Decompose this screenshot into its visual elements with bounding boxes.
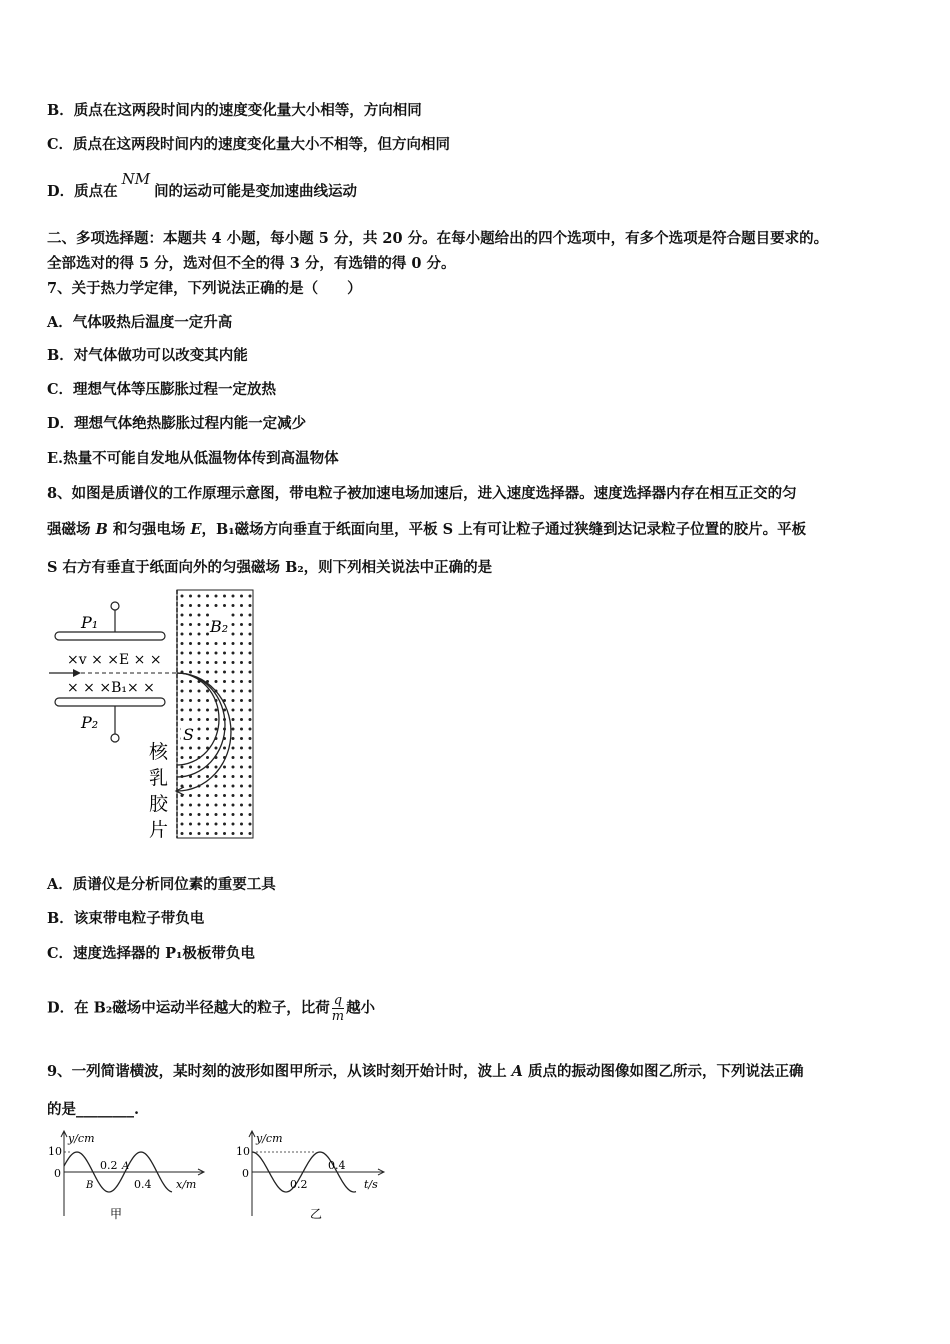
b2-field-dot: [215, 718, 218, 721]
fraction-denominator: m: [331, 1009, 345, 1024]
b2-field-dot: [240, 766, 243, 769]
b2-field-dot: [198, 775, 201, 778]
b2-field-dot: [198, 595, 201, 598]
b2-field-dot: [206, 661, 209, 664]
b2-field-dot: [181, 718, 184, 721]
nm-symbol: NM: [121, 170, 151, 188]
b2-field-dot: [240, 718, 243, 721]
b2-field-dot: [198, 652, 201, 655]
b2-field-dot: [181, 690, 184, 693]
b2-field-dot: [232, 595, 235, 598]
b2-field-dot: [215, 671, 218, 674]
b2-field-dot: [215, 813, 218, 816]
b2-field-dot: [206, 604, 209, 607]
b2-field-dot: [198, 623, 201, 626]
graph-b-tick1: 0.2: [290, 1178, 308, 1191]
b2-field-dot: [223, 785, 226, 788]
q9-line2: 的是________.: [47, 1101, 140, 1118]
b2-field-dot: [181, 642, 184, 645]
b2-field-dot: [189, 813, 192, 816]
b2-field-dot: [215, 794, 218, 797]
b2-field-dot: [240, 633, 243, 636]
b2-field-dot: [232, 785, 235, 788]
b2-field-dot: [206, 832, 209, 835]
b2-field-dot: [189, 633, 192, 636]
field-row-1: ×v × ×E × ×: [67, 652, 162, 668]
b2-field-dot: [198, 823, 201, 826]
q8-option-a: A．质谱仪是分析同位素的重要工具: [47, 876, 276, 893]
q7-stem: 7、关于热力学定律，下列说法正确的是（ ）: [47, 280, 362, 297]
b2-field-dot: [215, 661, 218, 664]
label-p2: P₂: [81, 713, 99, 732]
b2-field-dot: [249, 699, 252, 702]
b2-field-dot: [181, 756, 184, 759]
b2-field-dot: [249, 766, 252, 769]
label-s: S: [183, 725, 194, 744]
b2-field-dot: [189, 614, 192, 617]
b2-field-dot: [232, 794, 235, 797]
b2-field-dot: [249, 690, 252, 693]
film-char-3: 胶: [149, 793, 169, 815]
film-char-2: 乳: [149, 767, 169, 789]
b2-field-dot: [223, 671, 226, 674]
film-char-4: 片: [149, 819, 169, 840]
b2-field-dot: [206, 709, 209, 712]
b2-field-dot: [232, 623, 235, 626]
b2-field-dot: [181, 604, 184, 607]
b2-field-dot: [232, 775, 235, 778]
b2-field-dot: [232, 747, 235, 750]
b2-field-dot: [189, 642, 192, 645]
b2-field-dot: [206, 699, 209, 702]
b2-field-dot: [198, 699, 201, 702]
b2-field-dot: [198, 709, 201, 712]
graph-b-xlabel: t/s: [364, 1178, 378, 1191]
b2-field-dot: [215, 652, 218, 655]
b2-field-dot: [249, 737, 252, 740]
b2-field-dot: [240, 785, 243, 788]
b2-field-dot: [240, 671, 243, 674]
q6-option-d-pre: D．质点在: [47, 183, 118, 200]
b2-field-dot: [206, 623, 209, 626]
graph-a-caption: 甲: [110, 1207, 123, 1221]
b2-field-dot: [206, 785, 209, 788]
graph-a-ytick: 10: [48, 1145, 62, 1158]
b2-field-dot: [232, 614, 235, 617]
b2-field-dot: [215, 804, 218, 807]
b2-field-dot: [249, 794, 252, 797]
b2-field-dot: [240, 690, 243, 693]
b2-field-dot: [198, 633, 201, 636]
b2-field-dot: [198, 813, 201, 816]
b2-field-dot: [223, 775, 226, 778]
b2-field-dot: [206, 614, 209, 617]
b2-field-dot: [215, 832, 218, 835]
graph-b-ytick: 10: [236, 1145, 250, 1158]
b2-field-dot: [215, 785, 218, 788]
b2-field-dot: [215, 709, 218, 712]
field-row-2: × × ×B₁× ×: [67, 680, 155, 696]
b2-field-dot: [198, 766, 201, 769]
b2-field-dot: [232, 652, 235, 655]
graph-b-origin: 0: [242, 1167, 249, 1180]
b2-field-dot: [181, 766, 184, 769]
b2-field-dot: [215, 680, 218, 683]
b2-field-dot: [240, 623, 243, 626]
b2-field-dot: [223, 813, 226, 816]
b2-field-dot: [240, 661, 243, 664]
b2-field-dot: [232, 766, 235, 769]
b2-field-dot: [232, 737, 235, 740]
b2-field-dot: [198, 604, 201, 607]
b2-field-dot: [249, 785, 252, 788]
b2-field-dot: [189, 690, 192, 693]
b2-field-dot: [249, 709, 252, 712]
b2-field-dot: [181, 652, 184, 655]
b2-field-dot: [249, 823, 252, 826]
b2-field-dot: [249, 604, 252, 607]
b2-field-dot: [223, 832, 226, 835]
b2-field-dot: [240, 775, 243, 778]
b2-field-dot: [240, 699, 243, 702]
b2-field-dot: [232, 813, 235, 816]
b2-field-dot: [240, 737, 243, 740]
b2-field-dot: [189, 680, 192, 683]
b2-field-dot: [206, 737, 209, 740]
b2-field-dot: [240, 832, 243, 835]
b2-field-dot: [215, 766, 218, 769]
b2-field-dot: [206, 813, 209, 816]
graph-wave-form: [44, 1128, 214, 1224]
q8-symbol-b: B: [95, 521, 108, 538]
mass-spectrometer-figure: [45, 588, 265, 840]
b2-field-dot: [198, 614, 201, 617]
q8-option-d-post: 越小: [346, 999, 376, 1017]
b2-field-dot: [232, 823, 235, 826]
b2-field-dot: [206, 690, 209, 693]
b2-field-dot: [181, 633, 184, 636]
section2-line1: 二、多项选择题：本题共 4 小题，每小题 5 分，共 20 分。在每小题给出的四个选项中，有多个选项是符合题目要求的。: [47, 230, 829, 247]
q6-option-b: B．质点在这两段时间内的速度变化量大小相等，方向相同: [47, 102, 422, 119]
q8-option-c: C．速度选择器的 P₁极板带负电: [47, 945, 255, 962]
b2-field-dot: [181, 614, 184, 617]
b2-field-dot: [206, 642, 209, 645]
b2-field-dot: [206, 652, 209, 655]
b2-field-dot: [198, 804, 201, 807]
b2-field-dot: [189, 604, 192, 607]
b2-field-dot: [198, 661, 201, 664]
b2-field-dot: [198, 728, 201, 731]
graph-a-point-a: A: [122, 1161, 130, 1172]
b2-field-dot: [232, 633, 235, 636]
b2-field-dot: [249, 595, 252, 598]
q7-option-b: B．对气体做功可以改变其内能: [47, 347, 248, 364]
b2-field-dot: [215, 642, 218, 645]
b2-field-dot: [232, 680, 235, 683]
q8-line2-e: ，B₁磁场方向垂直于纸面向里，平板 S 上有可让粒子通过狭缝到达记录粒子位置的胶片。平板: [201, 521, 807, 538]
graph-a-ylabel: y/cm: [68, 1132, 95, 1145]
b2-field-dot: [215, 747, 218, 750]
b2-field-dot: [189, 766, 192, 769]
q8-line2-a: 强磁场: [47, 521, 96, 538]
fraction-q-over-m: [332, 993, 344, 1024]
b2-field-dot: [223, 661, 226, 664]
b2-field-dot: [181, 823, 184, 826]
b2-field-dot: [223, 595, 226, 598]
b2-field-dot: [240, 614, 243, 617]
b2-field-dot: [232, 661, 235, 664]
graph-a-point-b: B: [86, 1180, 94, 1191]
q7-option-d: D．理想气体绝热膨胀过程内能一定减少: [47, 415, 307, 432]
b2-field-dot: [223, 680, 226, 683]
b2-field-dot: [215, 728, 218, 731]
b2-field-dot: [189, 661, 192, 664]
b2-field-dot: [249, 661, 252, 664]
q7-option-c: C．理想气体等压膨胀过程一定放热: [47, 381, 277, 398]
b2-field-dot: [206, 756, 209, 759]
graph-vibration: [236, 1128, 396, 1224]
b2-field-dot: [232, 728, 235, 731]
b2-field-dot: [240, 709, 243, 712]
b2-field-dot: [181, 699, 184, 702]
q8-option-d-pre: D．在 B₂磁场中运动半径越大的粒子，比荷: [47, 999, 330, 1017]
b2-field-dot: [206, 823, 209, 826]
b2-field-dot: [223, 823, 226, 826]
b2-field-dot: [240, 595, 243, 598]
b2-field-dot: [223, 766, 226, 769]
b2-field-dot: [249, 775, 252, 778]
graph-a-tick1: 0.2: [100, 1159, 118, 1172]
b2-field-dot: [198, 690, 201, 693]
b2-field-dot: [215, 823, 218, 826]
b2-field-dot: [189, 747, 192, 750]
b2-field-dot: [223, 794, 226, 797]
q8-line1: 8、如图是质谱仪的工作原理示意图，带电粒子被加速电场加速后，进入速度选择器。速度选择器内存在相互正交的匀: [47, 485, 797, 502]
b2-field-dot: [189, 709, 192, 712]
graph-b-caption: 乙: [310, 1207, 323, 1221]
q8-line3: S 右方有垂直于纸面向外的匀强磁场 B₂，则下列相关说法中正确的是: [47, 559, 493, 576]
q8-option-d: [47, 993, 375, 1024]
b2-field-dot: [198, 671, 201, 674]
b2-field-dot: [189, 595, 192, 598]
b2-field-dot: [181, 804, 184, 807]
b2-field-dot: [249, 671, 252, 674]
b2-field-dot: [249, 652, 252, 655]
b2-field-dot: [189, 671, 192, 674]
graph-a-tick2: 0.4: [134, 1178, 152, 1191]
b2-field-dot: [240, 813, 243, 816]
graph-b-ylabel: y/cm: [256, 1132, 283, 1145]
b2-field-dot: [232, 642, 235, 645]
b2-field-dot: [232, 718, 235, 721]
b2-field-dot: [249, 680, 252, 683]
q8-line2: [47, 520, 806, 540]
b2-field-dot: [198, 737, 201, 740]
b2-field-dot: [223, 690, 226, 693]
q8-option-b: B．该束带电粒子带负电: [47, 910, 205, 927]
terminal-p2: [111, 734, 119, 742]
b2-field-dot: [232, 671, 235, 674]
b2-field-dot: [206, 728, 209, 731]
b2-field-dot: [206, 671, 209, 674]
b2-field-dot: [206, 595, 209, 598]
b2-field-dot: [181, 747, 184, 750]
b2-field-dot: [198, 794, 201, 797]
b2-field-dot: [232, 604, 235, 607]
label-b2: B₂: [210, 617, 229, 636]
b2-field-dot: [232, 709, 235, 712]
b2-field-dot: [181, 832, 184, 835]
b2-field-dot: [189, 823, 192, 826]
fraction-numerator: q: [333, 993, 343, 1008]
b2-field-dot: [232, 699, 235, 702]
q6-option-d-post: 间的运动可能是变加速曲线运动: [154, 183, 358, 200]
b2-field-dot: [198, 642, 201, 645]
q8-symbol-e: E: [190, 521, 202, 538]
b2-field-dot: [249, 633, 252, 636]
b2-field-dot: [189, 794, 192, 797]
b2-field-dot: [232, 804, 235, 807]
b2-field-dot: [240, 823, 243, 826]
b2-field-dot: [240, 680, 243, 683]
q7-option-e: E.热量不可能自发地从低温物体传到高温物体: [47, 450, 339, 467]
b2-field-dot: [181, 709, 184, 712]
b2-field-dot: [189, 756, 192, 759]
q6-option-c: C．质点在这两段时间内的速度变化量大小不相等，但方向相同: [47, 136, 451, 153]
b2-field-dot: [249, 614, 252, 617]
b2-field-dot: [223, 747, 226, 750]
b2-field-dot: [240, 747, 243, 750]
b2-field-dot: [240, 652, 243, 655]
b2-field-dot: [223, 804, 226, 807]
b2-field-dot: [249, 718, 252, 721]
b2-field-dot: [223, 652, 226, 655]
q8-line2-c: 和匀强电场: [107, 521, 191, 538]
b2-field-dot: [206, 718, 209, 721]
b2-field-dot: [240, 794, 243, 797]
q9-line1-a: 9、一列简谐横波，某时刻的波形如图甲所示，从该时刻开始计时，波上: [47, 1063, 512, 1080]
b2-field-dot: [249, 623, 252, 626]
b2-field-dot: [181, 623, 184, 626]
b2-field-dot: [240, 756, 243, 759]
b2-field-dot: [206, 794, 209, 797]
b2-field-dot: [249, 747, 252, 750]
b2-field-dot: [215, 604, 218, 607]
section2-line2: 全部选对的得 5 分，选对但不全的得 3 分，有选错的得 0 分。: [47, 255, 456, 272]
q6-option-d: [47, 170, 358, 202]
b2-field-dot: [206, 804, 209, 807]
b2-field-dot: [189, 804, 192, 807]
b2-field-dot: [240, 604, 243, 607]
b2-field-dot: [189, 832, 192, 835]
b2-field-dot: [189, 785, 192, 788]
film-char-1: 核: [149, 741, 169, 763]
b2-field-dot: [206, 775, 209, 778]
q7-option-a: A．气体吸热后温度一定升高: [47, 314, 233, 331]
graph-a-xlabel: x/m: [176, 1178, 197, 1191]
b2-field-dot: [249, 832, 252, 835]
b2-field-dot: [181, 595, 184, 598]
b2-field-dot: [240, 642, 243, 645]
plate-p2: [55, 698, 165, 706]
b2-field-dot: [215, 775, 218, 778]
graph-a-origin: 0: [54, 1167, 61, 1180]
b2-field-dot: [232, 756, 235, 759]
b2-field-dot: [189, 699, 192, 702]
b2-field-dot: [223, 604, 226, 607]
b2-field-dot: [240, 728, 243, 731]
b2-field-dot: [249, 804, 252, 807]
b2-field-dot: [198, 718, 201, 721]
b2-field-dot: [240, 804, 243, 807]
b2-field-dot: [181, 680, 184, 683]
b2-field-dot: [181, 813, 184, 816]
plate-p1: [55, 632, 165, 640]
b2-field-dot: [249, 813, 252, 816]
b2-field-dot: [189, 623, 192, 626]
b2-field-dot: [206, 633, 209, 636]
b2-field-dot: [223, 642, 226, 645]
b2-field-dot: [198, 832, 201, 835]
q9-line1: [47, 1062, 803, 1082]
terminal-p1: [111, 602, 119, 610]
q9-line1-c: 质点的振动图像如图乙所示，下列说法正确: [522, 1063, 804, 1080]
b2-field-dot: [249, 728, 252, 731]
b2-field-dot: [232, 690, 235, 693]
b2-field-dot: [249, 642, 252, 645]
graph-b-tick2: 0.4: [328, 1159, 346, 1172]
b2-field-dot: [232, 832, 235, 835]
b2-field-dot: [189, 652, 192, 655]
b2-field-dot: [181, 661, 184, 664]
b2-field-dot: [215, 595, 218, 598]
q9-symbol-a: A: [511, 1063, 523, 1080]
b2-field-dot: [249, 756, 252, 759]
b2-field-dot: [198, 747, 201, 750]
b2-field-dot: [189, 718, 192, 721]
label-p1: P₁: [81, 613, 99, 632]
